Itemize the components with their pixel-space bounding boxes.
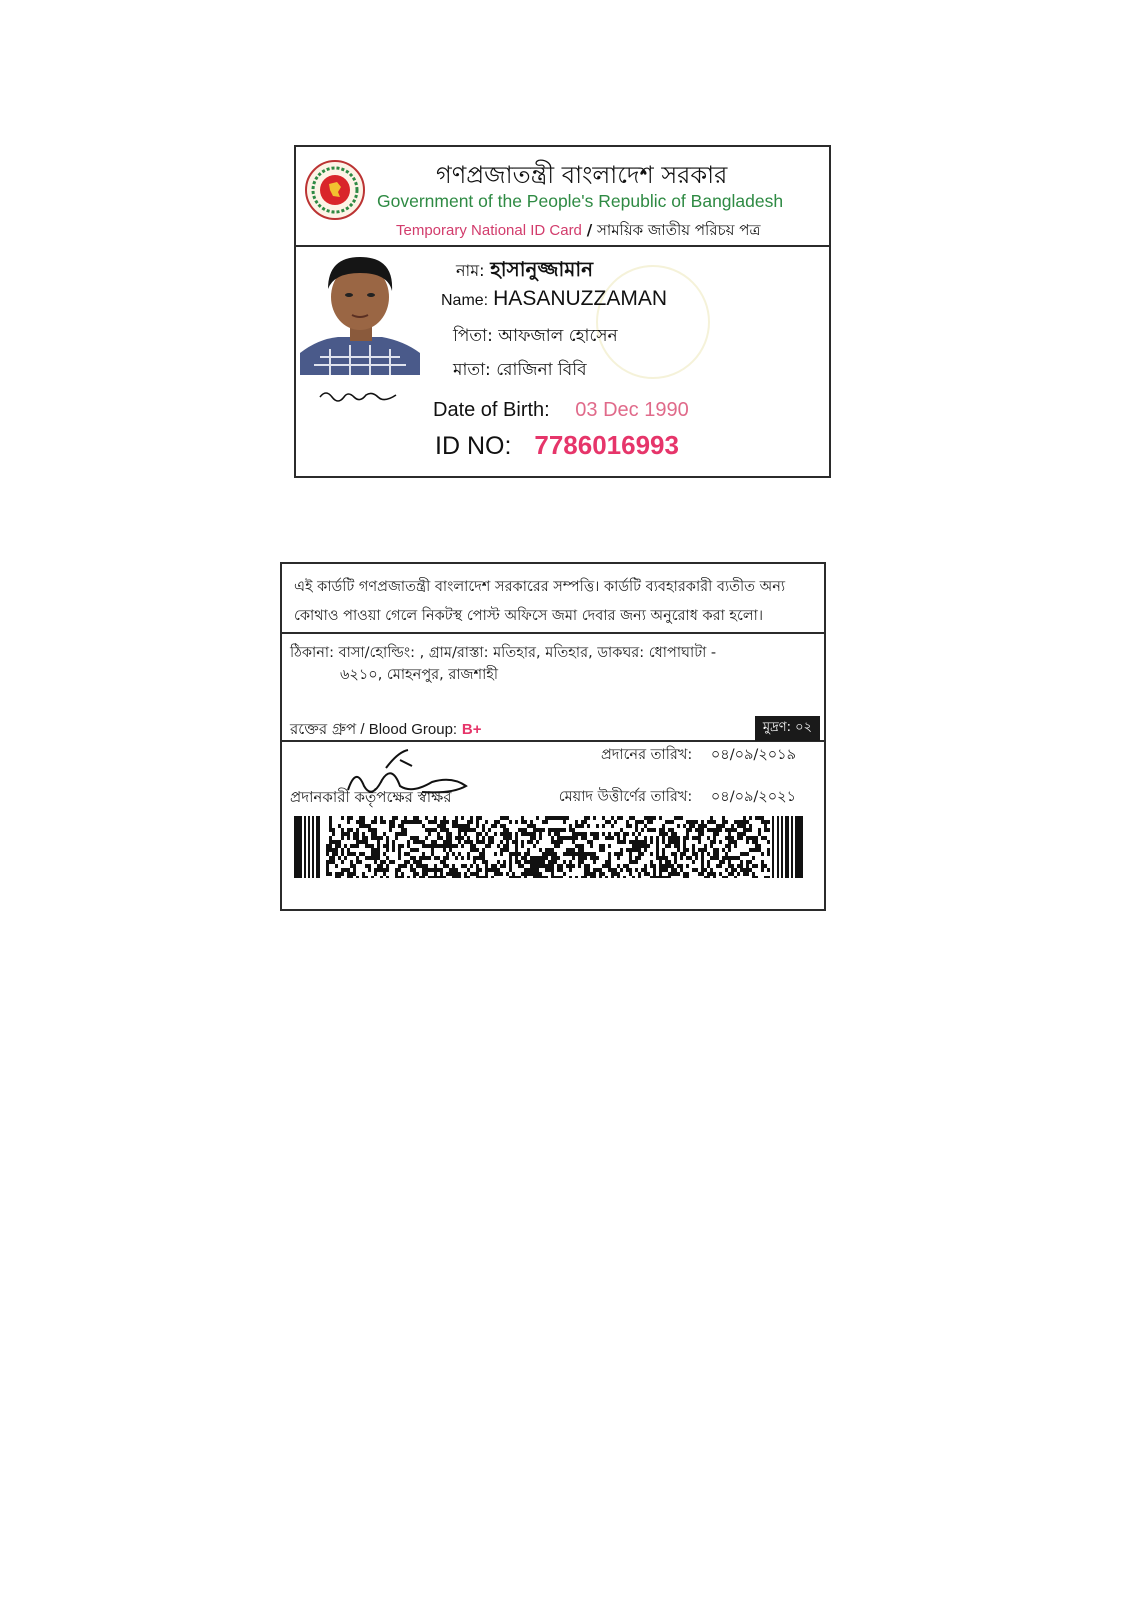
blood-group-label-bengali: রক্তের গ্রুপ <box>290 720 357 738</box>
name-english-label: Name: <box>441 292 489 309</box>
father-row <box>453 323 618 351</box>
id-number-value: 7786016993 <box>534 430 679 460</box>
address-line-1: বাসা/হোল্ডিং: , গ্রাম/রাস্তা: মতিহার, মতিহার, ডাকঘর: ধোপাঘাটা - <box>338 645 717 661</box>
issuer-signature-label: প্রদানকারী কর্তৃপক্ষের স্বাক্ষর <box>290 788 452 806</box>
issue-date-label: প্রদানের তারিখ: <box>600 747 693 763</box>
blood-group-value: B+ <box>461 721 482 738</box>
address-label: ঠিকানা: <box>290 645 334 661</box>
address-line-2: ৬২১০, মোহনপুর, রাজশাহী <box>340 667 499 683</box>
holder-photo <box>300 249 420 375</box>
mother-label: মাতা: <box>453 360 491 380</box>
name-english-value: HASANUZZAMAN <box>493 287 667 310</box>
emblem-watermark <box>596 265 710 379</box>
issue-date-row <box>601 744 796 768</box>
issue-date-value: ০৪/০৯/২০১৯ <box>710 747 796 763</box>
government-emblem-icon <box>304 159 366 221</box>
holder-signature <box>318 385 398 405</box>
expiry-date-value: ০৪/০৯/২০২১ <box>710 789 796 805</box>
name-english-row <box>441 287 667 311</box>
card-type-english: Temporary National ID Card <box>396 222 582 239</box>
blood-group <box>290 718 481 743</box>
name-bengali-value: হাসানুজ্জামান <box>490 257 594 281</box>
name-bengali-row <box>456 255 593 288</box>
id-number-row <box>435 430 679 461</box>
name-bengali-label: নাম: <box>456 261 485 280</box>
mother-value: রোজিনা বিবি <box>496 360 587 380</box>
address-block <box>290 642 810 686</box>
blood-group-row <box>282 716 824 742</box>
id-number-label: ID NO: <box>435 432 512 460</box>
id-card-back <box>280 562 826 911</box>
print-count-badge: মুদ্রণ: ০২ <box>755 716 820 741</box>
expiry-date-row <box>559 786 796 810</box>
dob-row <box>433 399 689 422</box>
card-type-bengali: সাময়িক জাতীয় পরিচয় পত্র <box>596 221 761 239</box>
notice-line-2: কোথাও পাওয়া গেলে নিকটস্থ পোস্ট অফিসে জমা দেবার জন্য অনুরোধ করা হলো। <box>294 608 764 624</box>
title-english: Government of the People's Republic of Bangladesh <box>377 191 784 211</box>
father-value: আফজাল হোসেন <box>498 326 618 346</box>
dob-value: 03 Dec 1990 <box>575 399 689 421</box>
card-type-separator: / <box>586 221 593 239</box>
blood-group-label-english: / Blood Group: <box>356 721 458 738</box>
mother-row <box>453 357 587 385</box>
dob-label: Date of Birth: <box>433 399 550 421</box>
expiry-date-label: মেয়াদ উত্তীর্ণের তারিখ: <box>558 789 693 805</box>
father-label: পিতা: <box>453 326 493 346</box>
notice-line-1: এই কার্ডটি গণপ্রজাতন্ত্রী বাংলাদেশ সরকারের সম্পত্তি। কার্ডটি ব্যবহারকারী ব্যতীত অন্য <box>294 579 786 595</box>
ownership-notice <box>282 564 824 634</box>
pdf417-barcode <box>294 816 810 878</box>
id-card-front <box>294 145 831 478</box>
card-header <box>296 147 829 247</box>
title-bengali: গণপ্রজাতন্ত্রী বাংলাদেশ সরকার <box>436 161 728 189</box>
card-type <box>396 219 760 244</box>
